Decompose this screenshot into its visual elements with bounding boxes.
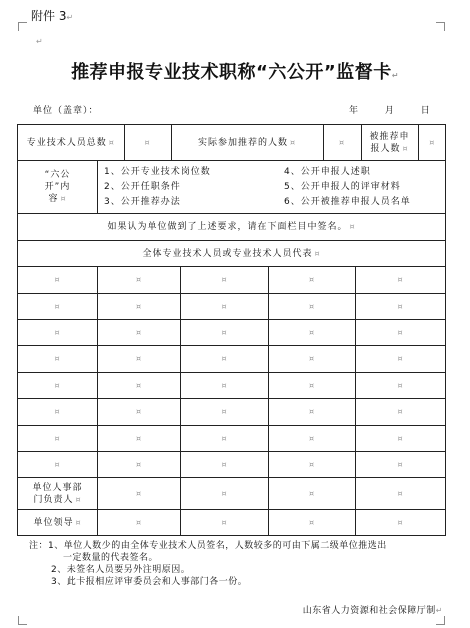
signature-cell[interactable]: ¤ <box>181 346 269 373</box>
signature-cell[interactable]: ¤ <box>181 426 269 452</box>
signature-cell[interactable]: ¤ <box>98 320 181 346</box>
signature-cell[interactable]: ¤ <box>269 426 356 452</box>
unit-leader-label: 单位领导 ¤ <box>18 510 98 536</box>
issuer-footer: 山东省人力资源和社会保障厅制↵ <box>302 606 443 616</box>
total-staff-label: 专业技术人员总数 ¤ <box>18 125 124 160</box>
six-public-item: 4、公开申报人述职 <box>284 167 371 177</box>
signature-cell[interactable]: ¤ <box>181 320 269 346</box>
six-public-item: 5、公开申报人的评审材料 <box>284 182 401 192</box>
signature-cell[interactable]: ¤ <box>356 510 446 536</box>
signature-cell[interactable]: ¤ <box>18 399 98 426</box>
signature-cell[interactable]: ¤ <box>181 294 269 320</box>
signature-cell[interactable]: ¤ <box>18 346 98 373</box>
notes <box>29 540 444 588</box>
signature-cell[interactable]: ¤ <box>181 399 269 426</box>
signature-cell[interactable]: ¤ <box>18 267 98 294</box>
note-1: 注：1、单位人数少的由全体专业技术人员签名，人数较多的可由下属二级单位推选出 <box>29 541 387 551</box>
participants-cell[interactable]: ¤ <box>323 125 361 160</box>
participants-label: 实际参加推荐的人数 ¤ <box>171 125 323 160</box>
month-label: 月 <box>384 106 395 116</box>
signature-cell[interactable]: ¤ <box>269 267 356 294</box>
unit-seal-label: 单位（盖章）： <box>33 106 99 116</box>
signature-row <box>18 452 446 478</box>
signature-row <box>18 320 446 346</box>
six-public-item: 3、公开推荐办法 <box>104 197 181 207</box>
signature-cell[interactable]: ¤ <box>356 478 446 510</box>
instruction-text: 如果认为单位做到了上述要求，请在下面栏目中签名。 ¤ <box>18 214 446 241</box>
signature-cell[interactable]: ¤ <box>269 510 356 536</box>
signature-row <box>18 426 446 452</box>
signature-cell[interactable]: ¤ <box>98 346 181 373</box>
note-2: 2、未签名人员要另外注明原因。 <box>51 565 191 575</box>
crop-mark-top-right <box>436 22 445 31</box>
signature-cell[interactable]: ¤ <box>181 267 269 294</box>
signature-cell[interactable]: ¤ <box>98 294 181 320</box>
note-3: 3、此卡报相应评审委员会和人事部门各一份。 <box>51 577 248 587</box>
signature-cell[interactable]: ¤ <box>181 510 269 536</box>
signature-cell[interactable]: ¤ <box>356 267 446 294</box>
signature-cell[interactable]: ¤ <box>18 320 98 346</box>
crop-mark-bottom-right <box>436 616 445 625</box>
page-title: 推荐申报专业技术职称“六公开”监督卡↵ <box>71 62 399 83</box>
signature-cell[interactable]: ¤ <box>18 373 98 399</box>
signature-cell[interactable]: ¤ <box>269 294 356 320</box>
crop-mark-top-left <box>18 22 27 31</box>
six-public-item: 1、公开专业技术岗位数 <box>104 167 211 177</box>
signature-row <box>18 294 446 320</box>
signature-cell[interactable]: ¤ <box>269 399 356 426</box>
signature-cell[interactable]: ¤ <box>181 373 269 399</box>
signature-cell[interactable]: ¤ <box>356 426 446 452</box>
total-staff-cell[interactable]: ¤ <box>124 125 171 160</box>
signature-cell[interactable]: ¤ <box>356 452 446 478</box>
signature-cell[interactable]: ¤ <box>181 452 269 478</box>
signature-header: 全体专业技术人员或专业技术人员代表 ¤ <box>18 241 446 267</box>
signature-cell[interactable]: ¤ <box>18 294 98 320</box>
note-1-continued: 一定数量的代表签名。 <box>63 553 159 563</box>
signature-cell[interactable]: ¤ <box>98 399 181 426</box>
date-line <box>349 103 431 116</box>
recommended-label: 被推荐申报人数 ¤ <box>361 125 418 160</box>
signature-cell[interactable]: ¤ <box>356 346 446 373</box>
recommended-cell[interactable]: ¤ <box>429 137 436 147</box>
signature-cell[interactable]: ¤ <box>18 426 98 452</box>
crop-mark-bottom-left <box>18 616 27 625</box>
signature-cell[interactable]: ¤ <box>356 373 446 399</box>
signature-row <box>18 373 446 399</box>
signature-cell[interactable]: ¤ <box>269 478 356 510</box>
signature-row <box>18 399 446 426</box>
signature-cell[interactable]: ¤ <box>98 426 181 452</box>
six-public-items <box>98 161 446 214</box>
signature-cell[interactable]: ¤ <box>98 478 181 510</box>
signature-cell[interactable]: ¤ <box>98 510 181 536</box>
signature-row <box>18 346 446 373</box>
signature-cell[interactable]: ¤ <box>98 452 181 478</box>
six-public-item: 6、公开被推荐申报人员名单 <box>284 197 411 207</box>
signature-row <box>18 267 446 294</box>
paragraph-mark: ↵ <box>36 37 43 46</box>
six-public-label: “六公开”内 容 ¤ <box>18 161 98 214</box>
signature-cell[interactable]: ¤ <box>269 346 356 373</box>
year-label: 年 <box>349 106 360 116</box>
signature-cell[interactable]: ¤ <box>181 478 269 510</box>
supervision-card-table <box>17 124 446 536</box>
attachment-label: 附件 3↵ <box>31 9 74 23</box>
signature-cell[interactable]: ¤ <box>269 452 356 478</box>
hr-head-label: 单位人事部门负责人 ¤ <box>18 478 98 510</box>
signature-cell[interactable]: ¤ <box>356 294 446 320</box>
signature-cell[interactable]: ¤ <box>269 320 356 346</box>
day-label: 日 <box>420 106 431 116</box>
six-public-item: 2、公开任职条件 <box>104 182 181 192</box>
signature-cell[interactable]: ¤ <box>98 267 181 294</box>
signature-cell[interactable]: ¤ <box>356 399 446 426</box>
signature-cell[interactable]: ¤ <box>269 373 356 399</box>
signature-cell[interactable]: ¤ <box>18 452 98 478</box>
signature-grid <box>18 267 446 478</box>
signature-cell[interactable]: ¤ <box>98 373 181 399</box>
signature-cell[interactable]: ¤ <box>356 320 446 346</box>
